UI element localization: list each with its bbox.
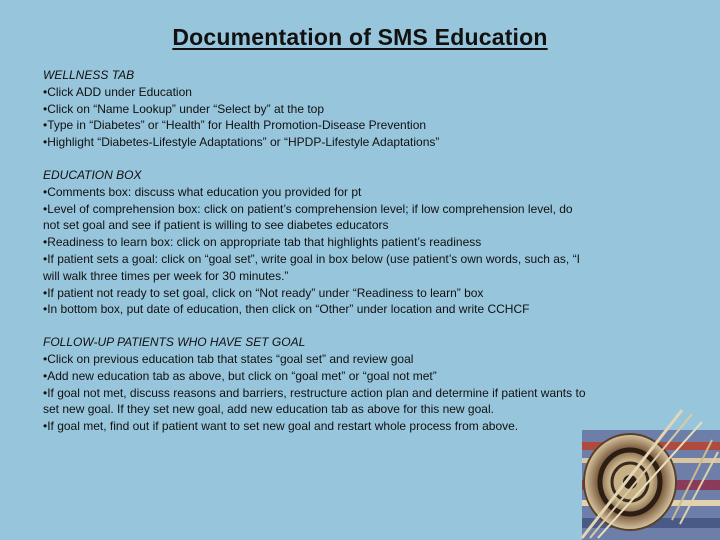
list-item: • If goal not met, discuss reasons and barriers, restructure action plan and determine if patient wants to set new goal. If they set new goal, add new education tab as above for this new goal. xyxy=(43,385,588,419)
list-item: • If goal met, find out if patient want to set new goal and restart whole process from above. xyxy=(43,418,588,435)
list-item: • In bottom box, put date of education, then click on “Other” under location and write CCHCF xyxy=(43,301,588,318)
list-item: • Level of comprehension box: click on patient’s comprehension level; if low comprehension level, do not set goal and see if patient is willing to see diabetes educators xyxy=(43,201,588,235)
list-item: • Type in “Diabetes” or “Health” for Health Promotion-Disease Prevention xyxy=(43,117,588,134)
list-item: • Click on “Name Lookup” under “Select by” at the top xyxy=(43,101,588,118)
section-heading: WELLNESS TAB xyxy=(43,68,135,82)
section-follow-up xyxy=(43,334,588,435)
section-education-box xyxy=(43,167,588,318)
list-item: • Highlight “Diabetes-Lifestyle Adaptations” or “HPDP-Lifestyle Adaptations” xyxy=(43,134,588,151)
slide-content xyxy=(43,67,588,451)
list-item: • Click ADD under Education xyxy=(43,84,588,101)
basket-photo xyxy=(562,400,720,540)
list-item: • Comments box: discuss what education you provided for pt xyxy=(43,184,588,201)
list-item: • Click on previous education tab that states “goal set” and review goal xyxy=(43,351,588,368)
section-heading: FOLLOW-UP PATIENTS WHO HAVE SET GOAL xyxy=(43,335,306,350)
slide-title: Documentation of SMS Education xyxy=(172,24,548,50)
list-item: • Readiness to learn box: click on appropriate tab that highlights patient’s readiness xyxy=(43,234,588,251)
section-heading: EDUCATION BOX xyxy=(43,167,142,182)
section-wellness-tab xyxy=(43,67,588,151)
list-item: • If patient not ready to set goal, click on “Not ready” under “Readiness to learn” box xyxy=(43,285,588,302)
list-item: • Add new education tab as above, but click on “goal met” or “goal not met” xyxy=(43,368,588,385)
list-item: • If patient sets a goal: click on “goal set”, write goal in box below (use patient’s own words, such as, “I will walk three times per week for 30 minutes.” xyxy=(43,251,588,285)
